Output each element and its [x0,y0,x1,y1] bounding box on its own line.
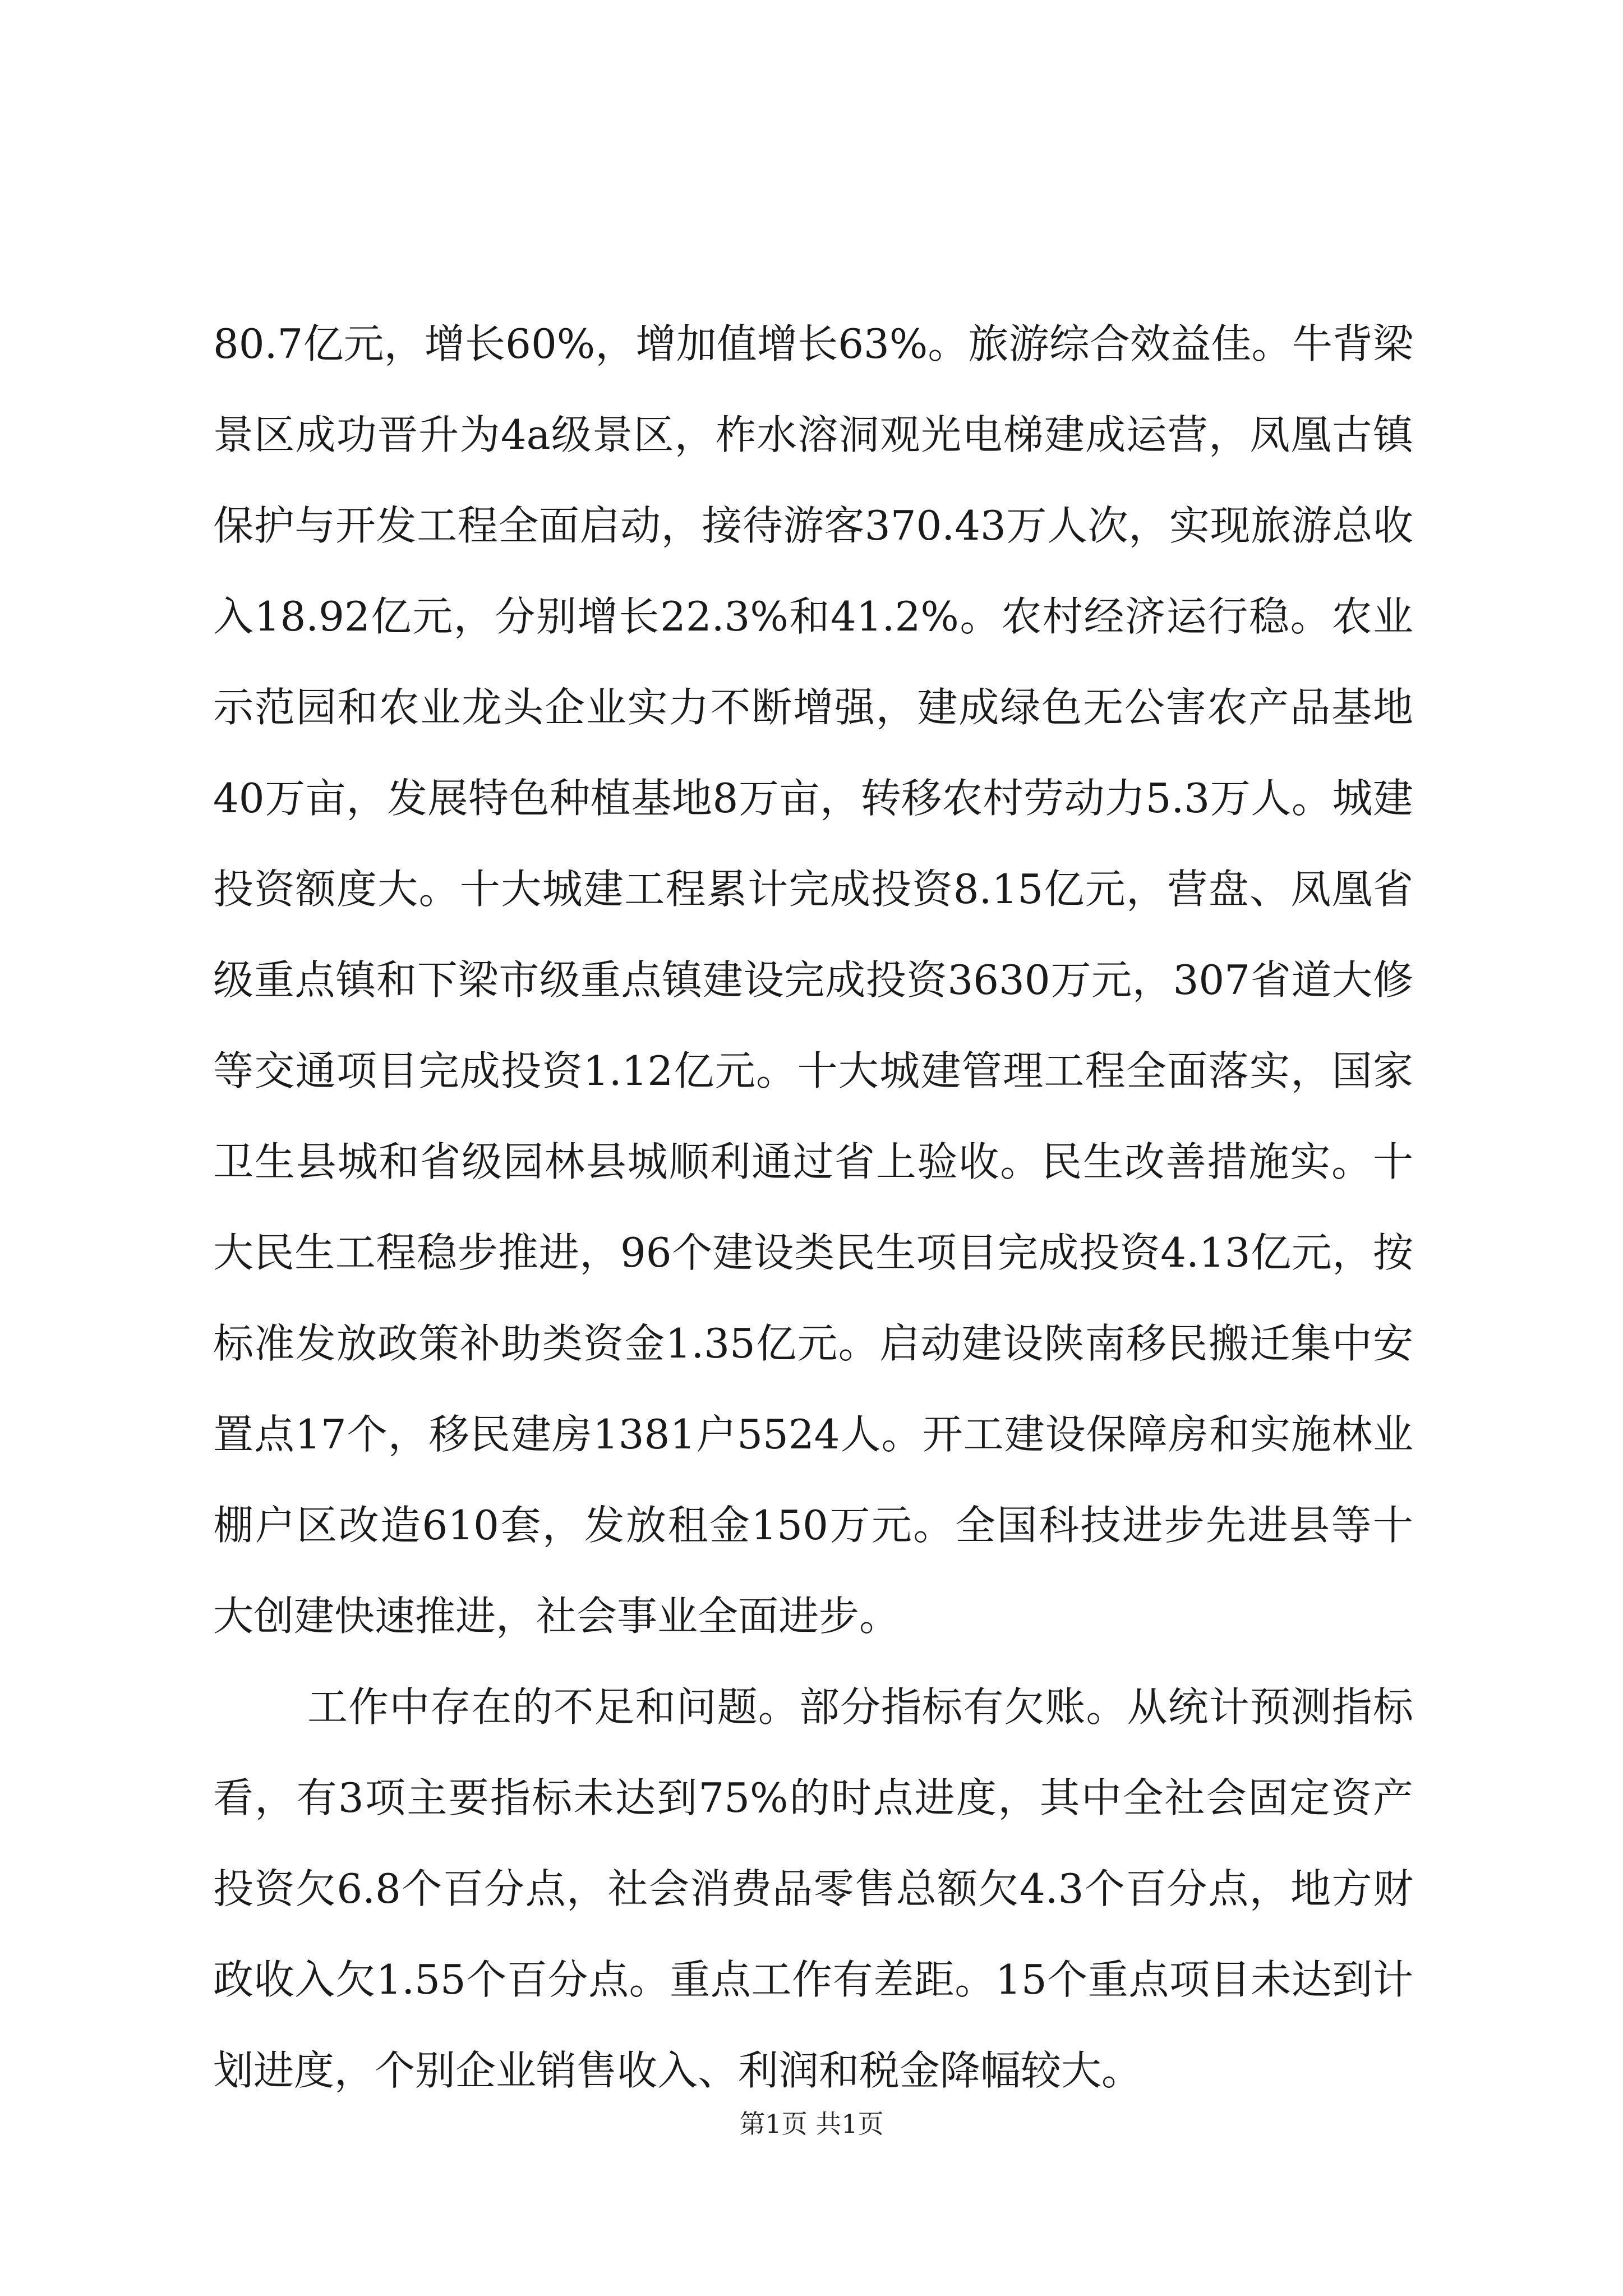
page-footer [0,2107,1623,2141]
page-number-label: 第1页 共1页 [739,2109,884,2139]
paragraph-continuation: 80.7亿元，增长60%，增加值增长63%。旅游综合效益佳。牛背梁景区成功晋升为4a级景区，柞水溶洞观光电梯建成运营，凤凰古镇保护与开发工程全面启动，接待游客370.43万人次，实现旅游总收入18.92亿元，分别增长22.3%和41.2%。农村经济运行稳。农业示范园和农业龙头企业实力不断增强，建成绿色无公害农产品基地40万亩，发展特色种植基地8万亩，转移农村劳动力5.3万人。城建投资额度大。十大城建工程累计完成投资8.15亿元，营盘、凤凰省级重点镇和下梁市级重点镇建设完成投资3630万元，307省道大修等交通项目完成投资1.12亿元。十大城建管理工程全面落实，国家卫生县城和省级园林县城顺利通过省上验收。民生改善措施实。十大民生工程稳步推进，96个建设类民生项目完成投资4.13亿元，按标准发放政策补助类资金1.35亿元。启动建设陕南移民搬迁集中安置点17个，移民建房1381户5524人。开工建设保障房和实施林业棚户区改造610套，发放租金150万元。全国科技进步先进县等十大创建快速推进，社会事业全面进步。 [213,320,1413,1640]
document-body [213,298,1413,2116]
paragraph-shortcomings: 工作中存在的不足和问题。部分指标有欠账。从统计预测指标看，有3项主要指标未达到75%的时点进度，其中全社会固定资产投资欠6.8个百分点，社会消费品零售总额欠4.3个百分点，地方财政收入欠1.55个百分点。重点工作有差距。15个重点项目未达到计划进度，个别企业销售收入、利润和税金降幅较大。 [213,1683,1413,2094]
